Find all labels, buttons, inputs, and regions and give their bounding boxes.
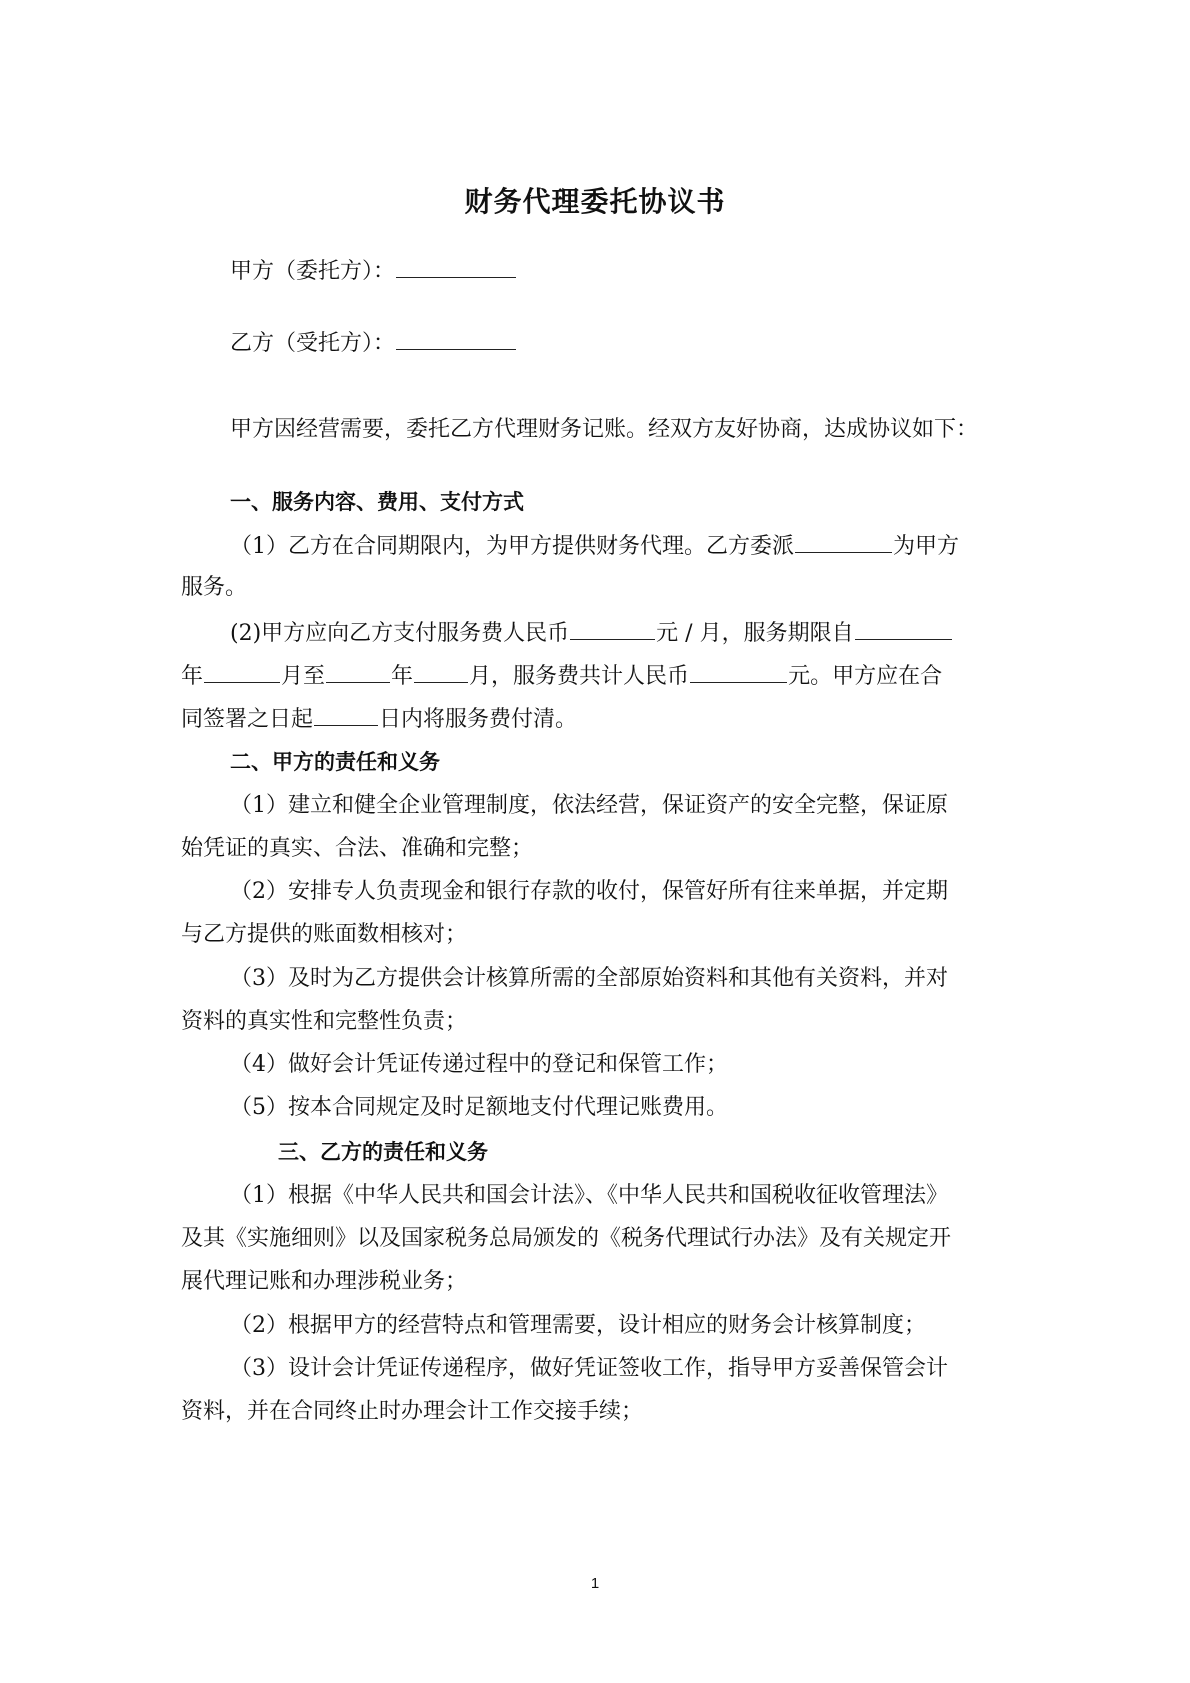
end-month-blank[interactable] [414,660,468,683]
start-year-blank[interactable] [855,617,952,640]
section1-item1-text-b: 为甲方 [893,534,960,559]
section3-item3-line1: （3）设计会计凭证传递程序，做好凭证签收工作，指导甲方妥善保管会计 [230,1356,948,1381]
section1-item2-line1 [230,617,1021,649]
section2-item1-line1: （1）建立和健全企业管理制度，依法经营，保证资产的安全完整，保证原 [230,793,948,818]
year-label: 年 [181,664,204,689]
total-fee-blank[interactable] [690,660,787,683]
section1-item2-text-c5: 元。甲方应在合 [788,664,943,689]
total-fee-label: 月，服务费共计人民币 [469,664,690,689]
section3-item1-line2: 及其《实施细则》以及国家税务总局颁发的《税务代理试行办法》及有关规定开 [181,1226,952,1251]
month-to-label: 月至 [281,664,326,689]
section1-heading: 一、服务内容、费用、支付方式 [230,490,524,514]
section3-item3-line2: 资料，并在合同终止时办理会计工作交接手续； [181,1399,644,1424]
section3-item2: （2）根据甲方的经营特点和管理需要，设计相应的财务会计核算制度； [230,1313,926,1338]
document-title: 财务代理委托协议书 [464,185,726,218]
section1-item2-text-d2: 日内将服务费付清。 [379,707,578,732]
section1-item2-text-a: (2)甲方应向乙方支付服务费人民币 [230,621,570,646]
party-b-label: 乙方（受托方）： [230,331,396,356]
section3-item1-line3: 展代理记账和办理涉税业务； [181,1269,468,1294]
assigned-staff-blank[interactable] [795,530,892,553]
intro-paragraph: 甲方因经营需要，委托乙方代理财务记账。经双方友好协商，达成协议如下： [230,417,979,442]
section2-item3-line2: 资料的真实性和完整性负责； [181,1009,468,1034]
section1-item2-text-b: 元 / 月，服务期限自 [656,621,854,646]
section2-item1-line2: 始凭证的真实、合法、准确和完整； [181,836,534,861]
party-a-blank[interactable] [396,255,516,278]
section1-item1-text-a: （1）乙方在合同期限内，为甲方提供财务代理。乙方委派 [230,534,794,559]
section1-item1-line1 [230,530,1021,562]
monthly-fee-blank[interactable] [570,617,655,640]
section2-item2-line2: 与乙方提供的账面数相核对； [181,922,468,947]
section1-item2-line3 [181,703,1021,735]
section3-heading: 三、乙方的责任和义务 [278,1140,488,1164]
section2-item4: （4）做好会计凭证传递过程中的登记和保管工作； [230,1052,728,1077]
start-month-blank[interactable] [204,660,280,683]
section2-item2-line1: （2）安排专人负责现金和银行存款的收付，保管好所有往来单据，并定期 [230,879,948,904]
section1-item2-line2 [181,660,1021,692]
party-a-line [230,255,1070,287]
section3-item1-line1: （1）根据《中华人民共和国会计法》、《中华人民共和国税收征收管理法》 [230,1183,948,1208]
section1-item2-text-d1: 同签署之日起 [181,707,314,732]
party-b-line [230,327,1070,359]
payment-days-blank[interactable] [314,703,378,726]
section1-item1-line2: 服务。 [181,575,248,600]
party-b-blank[interactable] [396,327,516,350]
end-year-blank[interactable] [326,660,390,683]
page-number: 1 [590,1575,600,1592]
section2-item5: （5）按本合同规定及时足额地支付代理记账费用。 [230,1095,728,1120]
section2-item3-line1: （3）及时为乙方提供会计核算所需的全部原始资料和其他有关资料，并对 [230,966,948,991]
party-a-label: 甲方（委托方）： [230,259,396,284]
year-label-2: 年 [391,664,414,689]
section2-heading: 二、甲方的责任和义务 [230,750,440,774]
